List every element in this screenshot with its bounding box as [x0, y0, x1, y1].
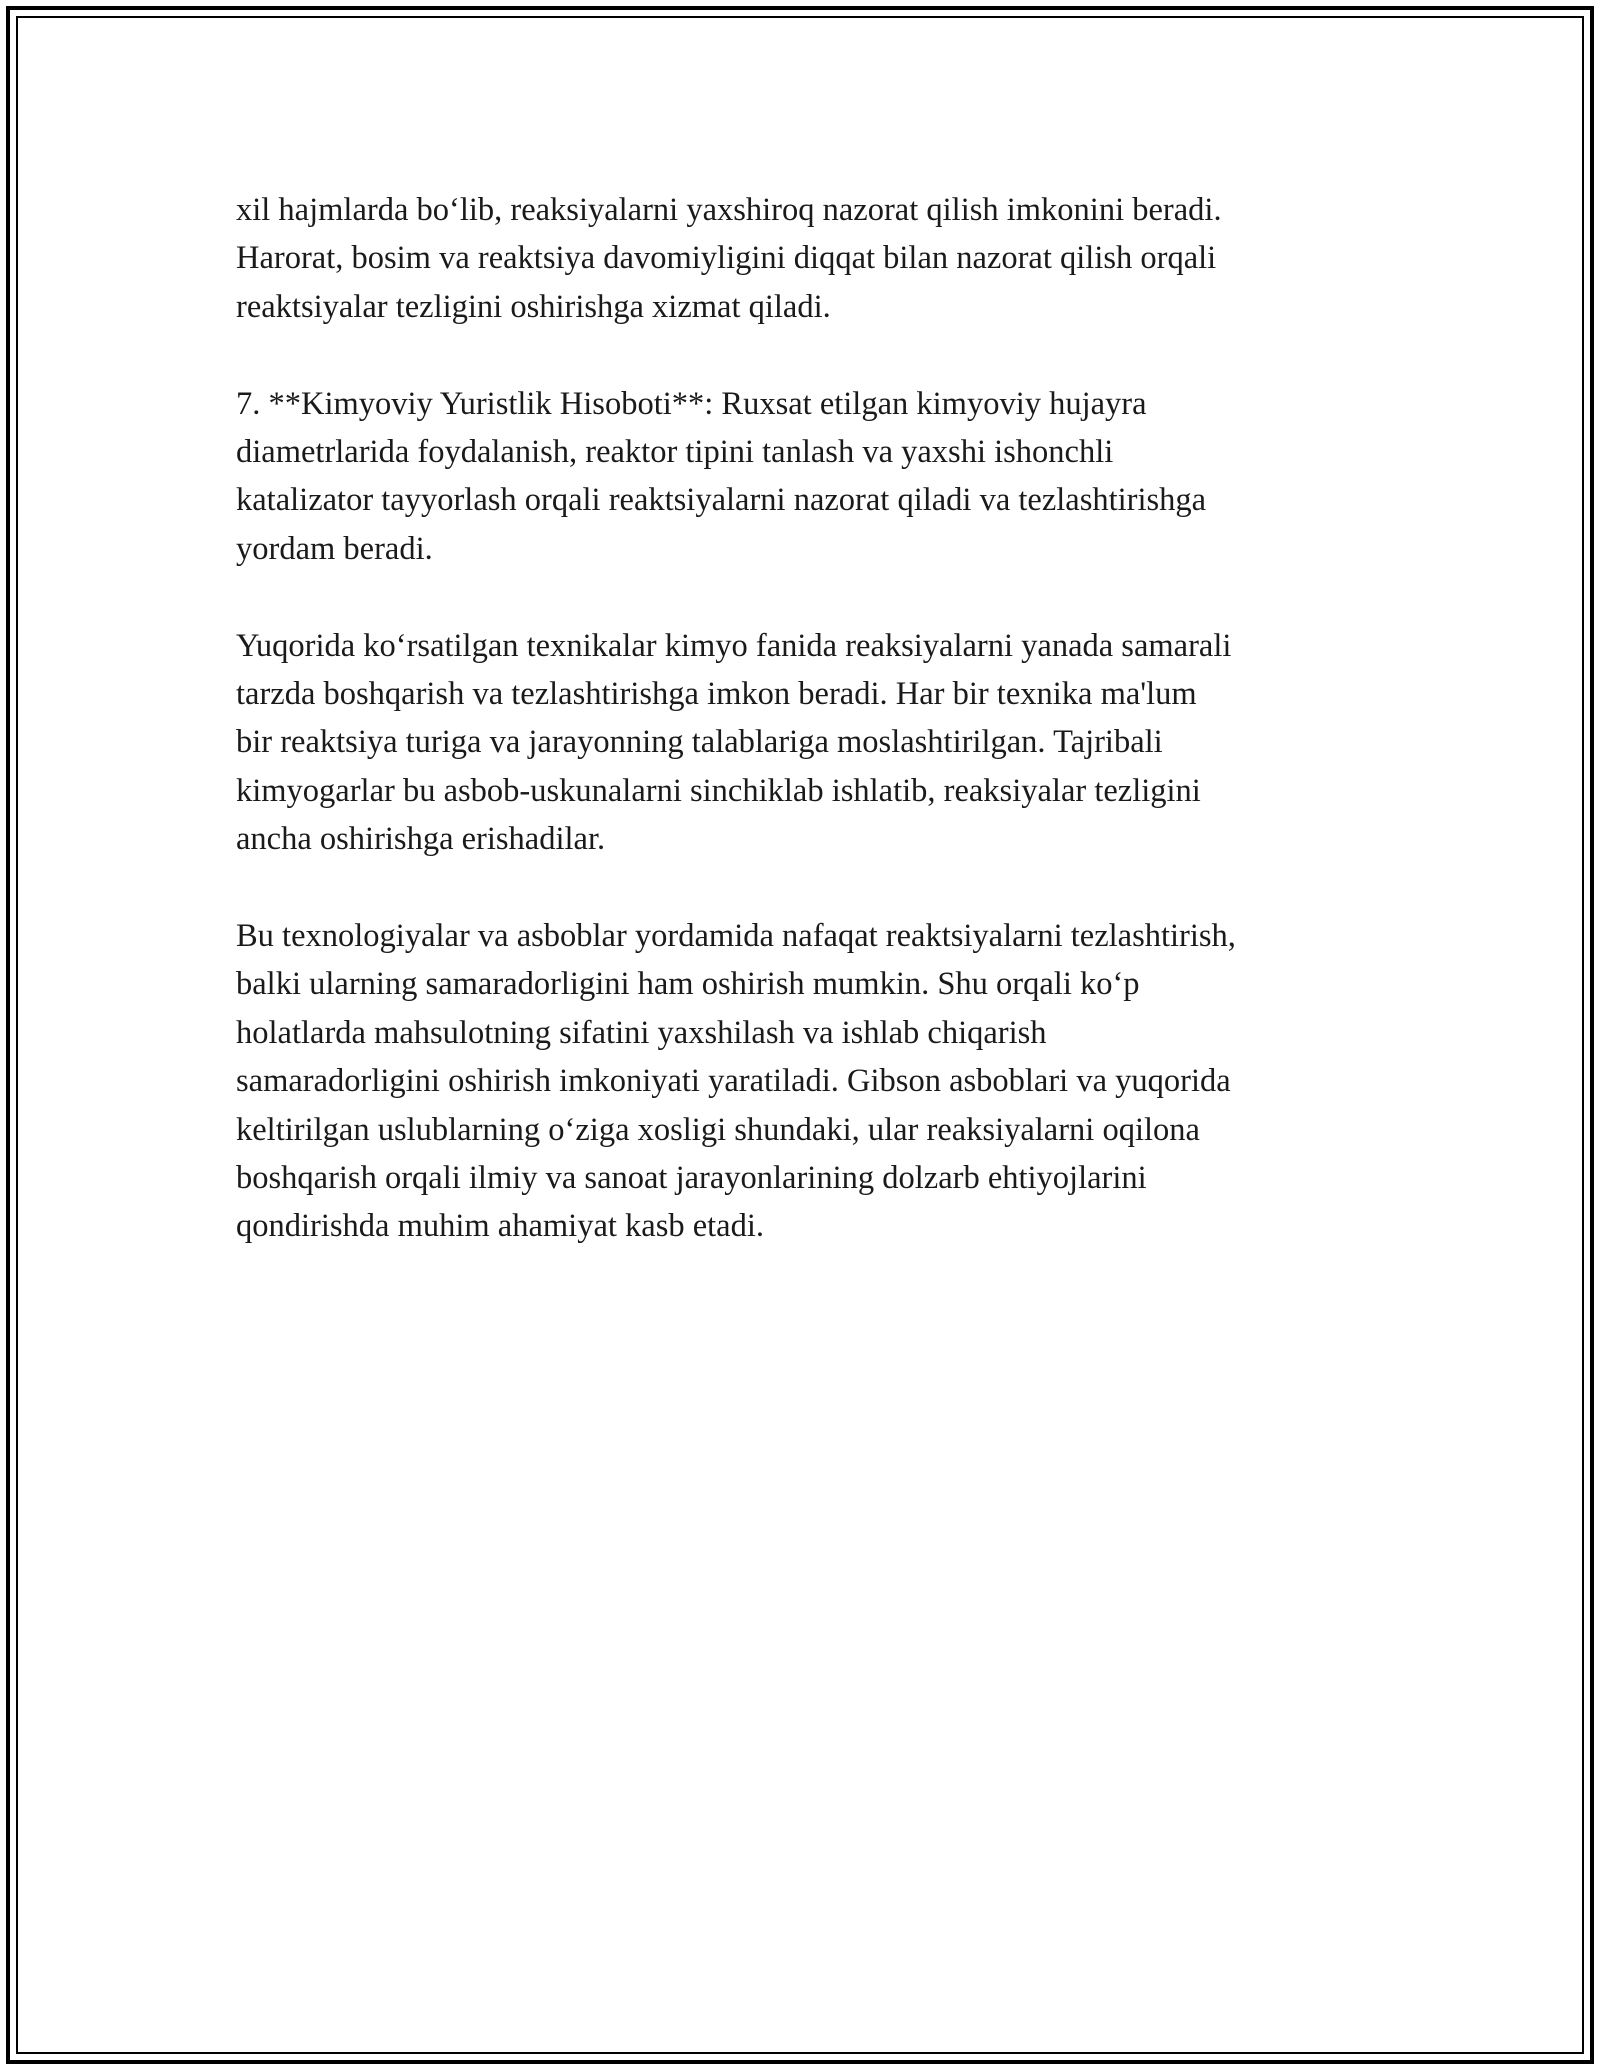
text-line: yordam beradi. — [236, 530, 433, 567]
text-line: kimyogarlar bu asbob-uskunalarni sinchiklab ishlatib, reaksiyalar tezligini — [236, 772, 1201, 809]
text-line: xil hajmlarda bo‘lib, reaksiyalarni yaxshiroq nazorat qilish imkonini beradi. — [236, 192, 1222, 228]
paragraph — [236, 622, 1376, 864]
text-line: 7. **Kimyoviy Yuristlik Hisoboti**: Ruxsat etilgan kimyoviy hujayra — [236, 385, 1147, 422]
text-line: Harorat, bosim va reaktsiya davomiyligini diqqat bilan nazorat qilish orqali — [236, 240, 1217, 277]
text-line: boshqarish orqali ilmiy va sanoat jarayonlarining dolzarb ehtiyojlarini — [236, 1160, 1147, 1197]
document-body — [236, 186, 1376, 1251]
paragraph-gap — [236, 864, 1376, 912]
paragraph — [236, 186, 1376, 331]
text-line: bir reaktsiya turiga va jarayonning talablariga moslashtirilgan. Tajribali — [236, 724, 1163, 761]
text-line: balki ularning samaradorligini ham oshirish mumkin. Shu orqali ko‘p — [236, 966, 1140, 1003]
text-line: Bu texnologiyalar va asboblar yordamida nafaqat reaktsiyalarni tezlashtirish, — [236, 918, 1236, 955]
text-line: katalizator tayyorlash orqali reaktsiyalarni nazorat qiladi va tezlashtirishga — [236, 482, 1207, 519]
text-line: diametrlarida foydalanish, reaktor tipini tanlash va yaxshi ishonchli — [236, 434, 1114, 471]
text-line: Yuqorida ko‘rsatilgan texnikalar kimyo fanida reaksiyalarni yanada samarali — [236, 627, 1232, 664]
text-line: ancha oshirishga erishadilar. — [236, 821, 606, 858]
text-line: tarzda boshqarish va tezlashtirishga imkon beradi. Har bir texnika ma'lum — [236, 676, 1197, 713]
text-line: holatlarda mahsulotning sifatini yaxshilash va ishlab chiqarish — [236, 1014, 1047, 1051]
text-line: samaradorligini oshirish imkoniyati yaratiladi. Gibson asboblari va yuqorida — [236, 1063, 1231, 1100]
paragraph-gap — [236, 573, 1376, 621]
text-line: qondirishda muhim ahamiyat kasb etadi. — [236, 1208, 765, 1245]
text-line: reaktsiyalar tezligini oshirishga xizmat qiladi. — [236, 288, 831, 325]
paragraph — [236, 380, 1376, 574]
text-line: keltirilgan uslublarning o‘ziga xosligi shundaki, ular reaksiyalarni oqilona — [236, 1111, 1200, 1148]
paragraph — [236, 912, 1376, 1251]
paragraph-gap — [236, 331, 1376, 379]
